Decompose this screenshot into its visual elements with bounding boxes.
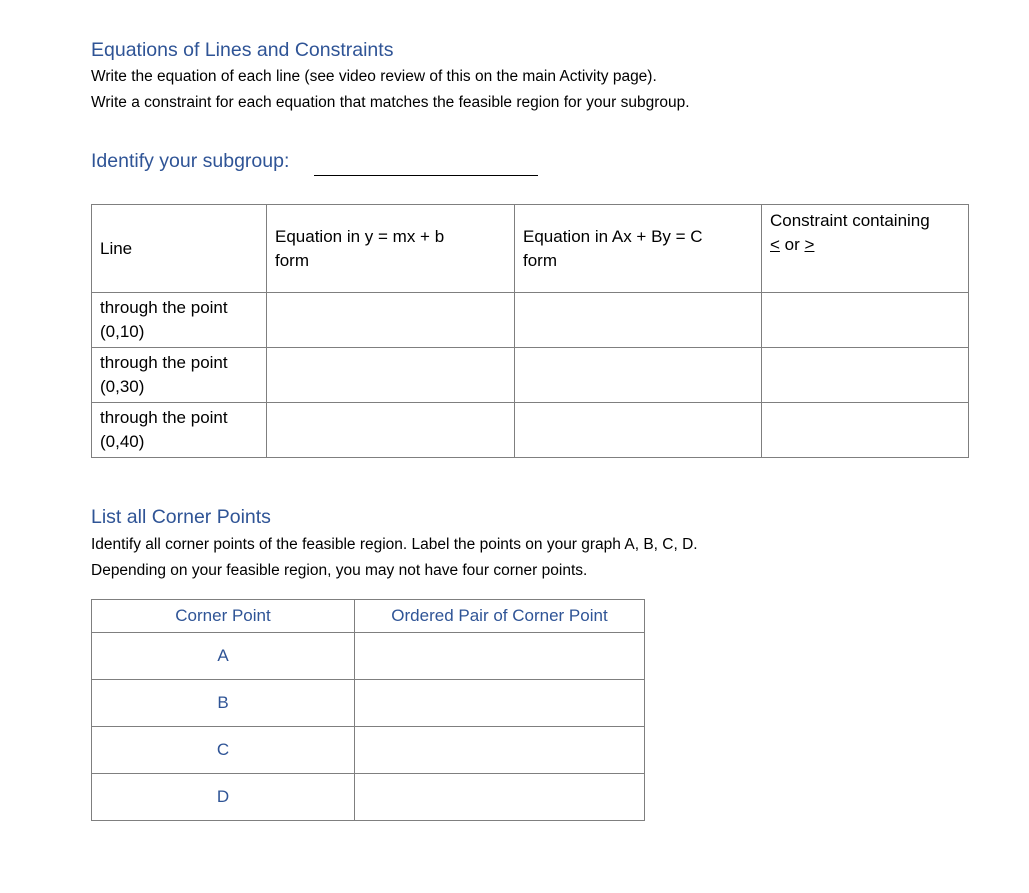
constraint-cell[interactable] (762, 403, 969, 458)
corner-point-label: D (92, 774, 355, 821)
table-row (92, 403, 969, 458)
standard-form-cell[interactable] (515, 348, 762, 403)
header-line: Line (92, 205, 267, 293)
ordered-pair-cell[interactable] (355, 774, 645, 821)
instruction-line-2: Write a constraint for each equation that matches the feasible region for your subgroup. (91, 94, 690, 111)
subgroup-label: Identify your subgroup: (91, 150, 290, 172)
header-standard-form: Equation in Ax + By = C form (515, 205, 762, 293)
slope-intercept-cell[interactable] (267, 293, 515, 348)
instruction-line-1: Write the equation of each line (see video review of this on the main Activity page). (91, 68, 657, 85)
section-title-corner-points: List all Corner Points (91, 506, 271, 528)
header-ordered-pair: Ordered Pair of Corner Point (355, 600, 645, 633)
standard-form-cell[interactable] (515, 293, 762, 348)
constraint-cell[interactable] (762, 293, 969, 348)
corner-instruction-line-2: Depending on your feasible region, you may not have four corner points. (91, 562, 588, 579)
corner-table-header (92, 600, 645, 633)
ordered-pair-cell[interactable] (355, 727, 645, 774)
lines-table-header (92, 205, 969, 293)
line-description: through the point (0,30) (92, 348, 267, 403)
corner-point-label: B (92, 680, 355, 727)
ordered-pair-cell[interactable] (355, 633, 645, 680)
header-slope-intercept: Equation in y = mx + b form (267, 205, 515, 293)
header-constraint: Constraint containing < or > (762, 205, 969, 293)
corner-instruction-line-1: Identify all corner points of the feasible region. Label the points on your graph A, B, C, D. (91, 536, 698, 553)
constraint-cell[interactable] (762, 348, 969, 403)
line-description: through the point (0,40) (92, 403, 267, 458)
table-row (92, 727, 645, 774)
corner-points-table (91, 599, 645, 821)
subgroup-blank-line[interactable] (314, 175, 538, 176)
table-row (92, 293, 969, 348)
line-description: through the point (0,10) (92, 293, 267, 348)
table-row (92, 348, 969, 403)
slope-intercept-cell[interactable] (267, 403, 515, 458)
corner-point-label: A (92, 633, 355, 680)
ordered-pair-cell[interactable] (355, 680, 645, 727)
section-title-equations: Equations of Lines and Constraints (91, 39, 394, 61)
table-row (92, 774, 645, 821)
header-corner-point: Corner Point (92, 600, 355, 633)
standard-form-cell[interactable] (515, 403, 762, 458)
table-row (92, 633, 645, 680)
lines-table (91, 204, 969, 458)
table-row (92, 680, 645, 727)
corner-point-label: C (92, 727, 355, 774)
slope-intercept-cell[interactable] (267, 348, 515, 403)
